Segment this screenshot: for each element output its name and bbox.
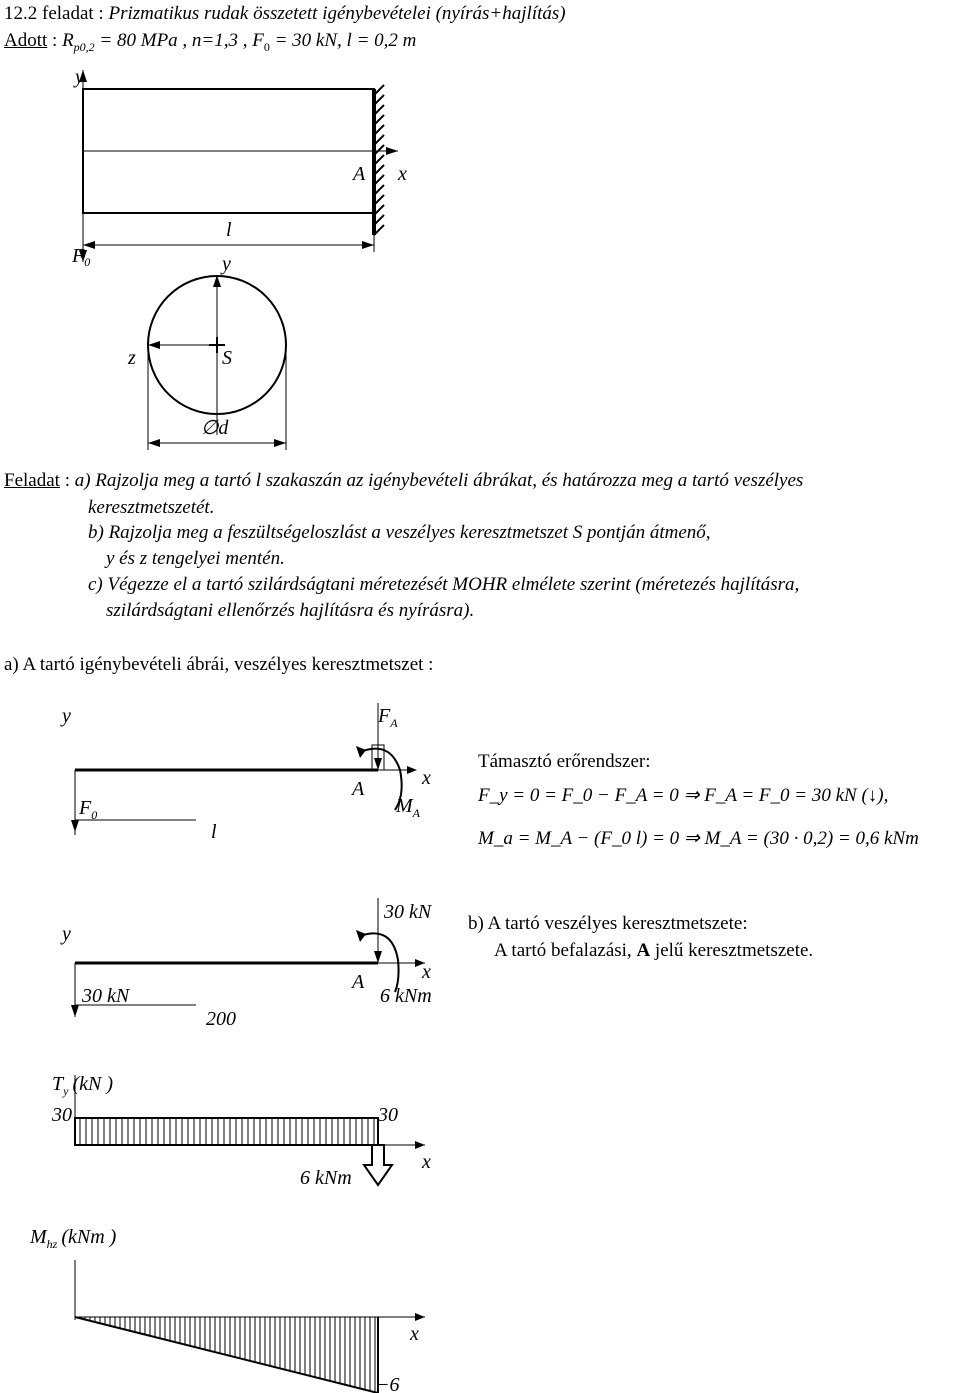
task-line-b1: b) Rajzolja meg a feszültségeloszlást a veszélyes keresztmetszet S pontján átmenő, bbox=[88, 522, 711, 543]
svg-text:y: y bbox=[62, 705, 71, 727]
section-a-heading: a) A tartó igénybevételi ábrái, veszélyes keresztmetszet : bbox=[4, 654, 434, 675]
fig2-FA-label: $F_A$ bbox=[378, 705, 398, 730]
bending-title: $M_{hz}$ (kNm ) bbox=[30, 1226, 117, 1251]
section-b-line1: b) A tartó veszélyes keresztmetszete: bbox=[468, 913, 748, 934]
svg-text:x: x bbox=[422, 961, 431, 983]
given-R-sub: p0,2 bbox=[73, 39, 95, 54]
svg-text:l: l bbox=[211, 821, 217, 843]
support-eq2: M_a = M_A − (F_0 l) = 0 ⇒ M_A = (30 · 0,2) = 0,6 kNm bbox=[478, 828, 919, 849]
given-values: = 80 MPa , n=1,3 , F bbox=[94, 30, 264, 51]
fig3-length: 200 bbox=[206, 1008, 236, 1030]
svg-text:x: x bbox=[410, 1323, 419, 1345]
given-R: R bbox=[62, 30, 74, 51]
fig2-F0-label: $F_0$ bbox=[79, 797, 98, 822]
fig1-S-label: S bbox=[222, 347, 232, 369]
bending-end-val: −6 bbox=[376, 1374, 400, 1393]
svg-text:x: x bbox=[422, 767, 431, 789]
task-line-b2: y és z tengelyei mentén. bbox=[106, 548, 285, 569]
task-line-c1: c) Végezze el a tartó szilárdságtani méretezését MOHR elmélete szerint (méretezés hajlításra, bbox=[88, 574, 800, 595]
task-line-a1: Feladat : a) Rajzolja meg a tartó l szakaszán az igénybevételi ábrákat, és határozza meg a tartó veszélyes bbox=[4, 470, 804, 491]
section-b-line2: A tartó befalazási, A jelű keresztmetszete. bbox=[494, 940, 814, 961]
given-rest: = 30 kN, l = 0,2 m bbox=[269, 30, 417, 51]
fig1-A-label: A bbox=[353, 163, 366, 185]
given-sep: : bbox=[47, 30, 63, 51]
given-F-sub: 0 bbox=[263, 39, 270, 54]
problem-number: 12.2 feladat : bbox=[4, 3, 109, 24]
fig1-z-label: z bbox=[128, 347, 136, 369]
svg-text:y: y bbox=[62, 923, 71, 945]
fig3-moment: 6 kNm bbox=[380, 985, 432, 1007]
fig1-x-label: x bbox=[398, 163, 407, 185]
svg-text:A: A bbox=[352, 971, 365, 993]
svg-text:A: A bbox=[352, 778, 365, 800]
shear-right-val: 30 bbox=[378, 1104, 398, 1126]
problem-topic: Prizmatikus rudak összetett igénybevételei (nyírás+hajlítás) bbox=[108, 3, 566, 24]
fig1-y-label: y bbox=[75, 66, 84, 88]
fig1-d-label: ∅d bbox=[201, 417, 229, 439]
fig1-F0-label: $F_0$ bbox=[72, 245, 91, 269]
given-label: Adott bbox=[4, 30, 48, 51]
fig3-left-force: 30 kN bbox=[82, 985, 130, 1007]
task-line-c2: szilárdságtani ellenőrzés hajlításra és nyírásra). bbox=[106, 600, 475, 621]
shear-jump-arrow bbox=[364, 1145, 392, 1185]
support-eq1: F_y = 0 = F_0 − F_A = 0 ⇒ F_A = F_0 = 30 kN (↓), bbox=[478, 785, 889, 806]
shear-moment-label: 6 kNm bbox=[300, 1167, 352, 1189]
shear-title: $T_y$ (kN ) bbox=[52, 1073, 113, 1098]
shear-left-val: 30 bbox=[52, 1104, 72, 1126]
support-title: Támasztó erőrendszer: bbox=[478, 751, 651, 772]
task-line-a2: keresztmetszetét. bbox=[88, 497, 215, 518]
fig3-top-force: 30 kN bbox=[384, 901, 432, 923]
fig1-y2-label: y bbox=[222, 253, 231, 275]
fig1-l-label: l bbox=[226, 219, 232, 241]
task-label: Feladat bbox=[4, 470, 60, 491]
fig2-MA-label: $M_A$ bbox=[396, 795, 421, 820]
shear-area bbox=[75, 1118, 378, 1145]
svg-text:x: x bbox=[422, 1151, 431, 1173]
